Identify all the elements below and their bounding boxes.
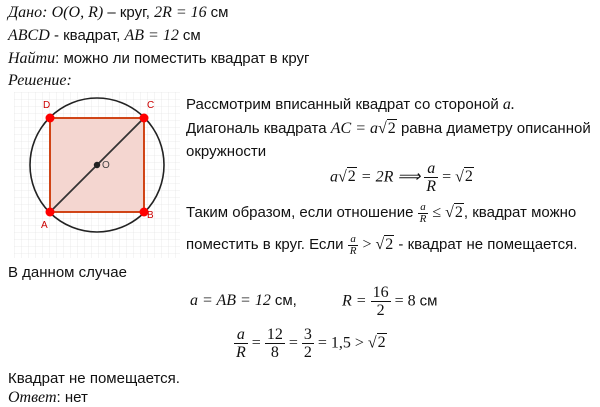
- eq2-fraction: $\frac{16}{2}$: [372, 284, 389, 319]
- p4-rel: ≤: [428, 204, 446, 221]
- eq1-left: a: [330, 168, 338, 186]
- p5-text2: - квадрат не помещается.: [394, 236, 578, 253]
- eq1-sqrt2: √2: [455, 168, 473, 186]
- p2-text1: Диагональ квадрата: [186, 120, 331, 137]
- solution-p3: [186, 143, 266, 161]
- case-text: В данном случае: [8, 264, 127, 281]
- label-o: O: [102, 160, 110, 171]
- eq2-a-unit: см,: [274, 292, 297, 309]
- equation-3: [234, 326, 387, 361]
- label-a: A: [41, 220, 48, 231]
- p2-text2: равна диаметру описанной: [396, 120, 591, 137]
- vertex-d: [46, 114, 55, 123]
- eq3-frac2: $\frac{12}{8}$: [266, 326, 283, 361]
- given-side-unit: см: [182, 27, 201, 44]
- label-c: C: [147, 100, 155, 111]
- given-circle-notation: O(O, R): [51, 4, 104, 21]
- given-line-1: [8, 4, 228, 22]
- eq2-a: a = AB = 12: [190, 292, 275, 309]
- solution-p2: [186, 120, 591, 138]
- given-diameter-unit: см: [210, 4, 229, 21]
- eq2-r-res: = 8: [390, 292, 420, 310]
- find-text: : можно ли поместить квадрат в круг: [55, 50, 310, 67]
- p1-text: Рассмотрим вписанный квадрат со стороной: [186, 96, 503, 113]
- p3-text: окружности: [186, 143, 267, 160]
- p2-sqrt: √2: [378, 120, 396, 137]
- center-point-o: [94, 162, 100, 168]
- case-line: [8, 264, 127, 282]
- solution-label-line: [8, 72, 72, 90]
- given-side: AB = 12: [124, 27, 183, 44]
- eq3-frac3: $\frac{3}{2}$: [303, 326, 312, 361]
- eq2-r: R =: [342, 292, 371, 310]
- p4-sqrt: √2: [445, 204, 463, 221]
- given-square-name: ABCD: [8, 27, 50, 44]
- eq1-mid: = 2R ⟹: [356, 168, 425, 186]
- geometry-figure: [14, 92, 180, 258]
- eq2-r-unit: см: [419, 292, 438, 310]
- p2-math: AC = a: [330, 120, 378, 137]
- vertex-a: [46, 208, 55, 217]
- label-b: B: [147, 210, 154, 221]
- equation-2: [190, 284, 297, 318]
- answer-label: Ответ: [8, 389, 57, 406]
- p5-text1: поместить в круг. Если: [186, 236, 348, 253]
- p4-text1: Таким образом, если отношение: [186, 204, 418, 221]
- vertex-c: [140, 114, 149, 123]
- label-d: D: [43, 100, 51, 111]
- p4-text2: , квадрат можно: [463, 204, 577, 221]
- eq3-eq1: =: [247, 334, 265, 352]
- answer-line: [8, 389, 88, 407]
- p1-var: a.: [502, 96, 515, 113]
- eq3-frac1: $\frac{a}{R}$: [236, 326, 246, 361]
- p5-fraction: $\frac{a}{R}$: [349, 232, 357, 257]
- p4-fraction: $\frac{a}{R}$: [419, 200, 427, 225]
- eq3-sqrt: √2: [367, 334, 386, 352]
- conclusion-line: [8, 370, 180, 388]
- solution-p4: [186, 200, 576, 226]
- given-circle-text: – круг,: [103, 4, 155, 21]
- given-diameter: 2R = 16: [154, 4, 211, 21]
- solution-p5: [186, 232, 577, 258]
- find-line: [8, 50, 309, 68]
- eq1-fraction: $\frac{a}{R}$: [426, 160, 437, 195]
- conclusion-text: Квадрат не помещается.: [8, 370, 180, 387]
- answer-text: : нет: [56, 389, 88, 406]
- eq3-res: = 1,5 >: [313, 334, 368, 352]
- p5-rel: >: [358, 236, 376, 253]
- find-label: Найти: [8, 50, 56, 67]
- equation-1: [330, 160, 474, 195]
- given-square-text: - квадрат,: [49, 27, 125, 44]
- eq1-sqrt: √2: [338, 168, 356, 186]
- p5-sqrt: √2: [375, 236, 394, 253]
- eq3-eq2: =: [284, 334, 302, 352]
- eq1-eq: =: [438, 168, 456, 186]
- given-label: Дано:: [8, 4, 48, 21]
- given-line-2: [8, 27, 201, 45]
- solution-label: Решение:: [8, 72, 72, 89]
- equation-2-r: [342, 284, 437, 319]
- solution-p1: [186, 96, 515, 114]
